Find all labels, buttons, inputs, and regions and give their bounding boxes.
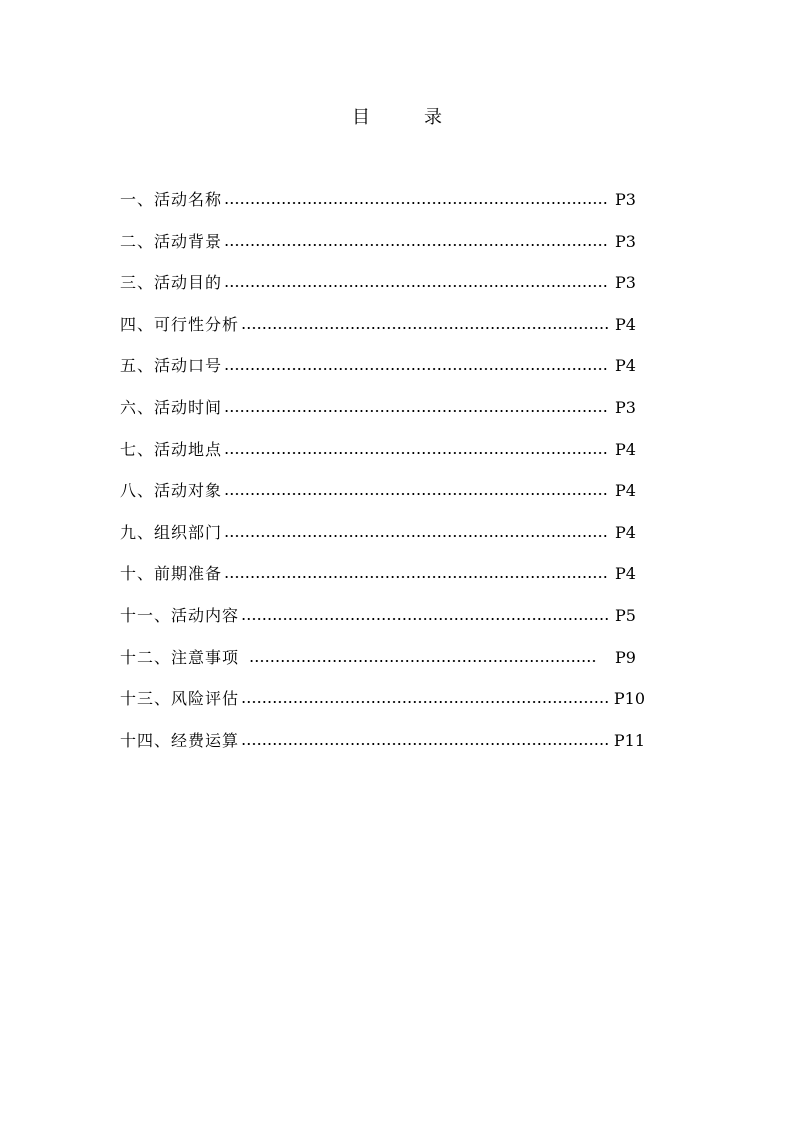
- toc-entry: [120, 396, 645, 438]
- toc-entry-page: P4: [615, 522, 636, 542]
- toc-entry: [120, 646, 645, 688]
- toc-entry: [120, 604, 645, 646]
- toc-entry-page: P4: [615, 314, 636, 334]
- toc-entry-label: 四、可行性分析: [120, 314, 240, 334]
- toc-entry-label: 十二、注意事项: [120, 647, 240, 667]
- toc-entry-page: P9: [615, 647, 636, 667]
- toc-entry-page: P3: [615, 231, 636, 251]
- toc-entry-page: P3: [615, 397, 636, 417]
- toc-entry: [120, 438, 645, 480]
- toc-entry-label: 十四、经费运算: [120, 730, 240, 750]
- toc-entry-page: P5: [615, 605, 636, 625]
- toc-entry-label: 七、活动地点: [120, 439, 223, 459]
- toc-entry-page: P3: [615, 273, 636, 293]
- toc-entry-label: 八、活动对象: [120, 481, 223, 501]
- toc-entry-label: 九、组织部门: [120, 522, 223, 542]
- dot-leader: [224, 188, 609, 212]
- toc-entry-label: 五、活动口号: [120, 356, 223, 376]
- toc-entry-page: P10: [613, 689, 645, 709]
- toc-entry-label: 三、活动目的: [120, 273, 223, 293]
- table-of-contents: [120, 188, 645, 770]
- toc-entry-page: P4: [615, 439, 636, 459]
- toc-entry: [120, 313, 645, 355]
- toc-entry-page: P3: [615, 190, 636, 209]
- dot-leader: [224, 479, 609, 503]
- dot-leader: [241, 687, 608, 711]
- toc-entry-page: P4: [615, 564, 636, 584]
- dot-leader: [224, 354, 609, 378]
- toc-entry-label: 六、活动时间: [120, 397, 223, 417]
- dot-leader: [241, 729, 608, 753]
- dot-leader: [224, 230, 609, 254]
- toc-entry: [120, 354, 645, 396]
- toc-entry-page: P4: [615, 356, 636, 376]
- toc-entry-page: P4: [615, 481, 636, 501]
- toc-entry: [120, 562, 645, 604]
- toc-entry-label: 二、活动背景: [120, 231, 223, 251]
- toc-entry-label: 十三、风险评估: [120, 689, 240, 709]
- toc-entry-page: P11: [613, 730, 645, 750]
- dot-leader: [224, 521, 609, 545]
- toc-entry-label: 十一、活动内容: [120, 605, 240, 625]
- toc-entry-label: 十、前期准备: [120, 564, 223, 584]
- dot-leader: [224, 396, 609, 420]
- dot-leader: [224, 271, 609, 295]
- dot-leader: [224, 438, 609, 462]
- toc-entry: [120, 230, 645, 272]
- toc-entry: [120, 479, 645, 521]
- toc-entry-label: 一、活动名称: [120, 190, 223, 209]
- dot-leader: [224, 562, 609, 586]
- dot-leader: [241, 313, 609, 337]
- toc-entry: [120, 271, 645, 313]
- dot-leader: [241, 604, 609, 628]
- toc-entry: [120, 687, 645, 729]
- dot-leader: [249, 646, 597, 670]
- toc-title: 目 录: [352, 107, 442, 128]
- toc-entry: [120, 521, 645, 563]
- toc-entry: [120, 729, 645, 771]
- toc-entry: [120, 188, 645, 230]
